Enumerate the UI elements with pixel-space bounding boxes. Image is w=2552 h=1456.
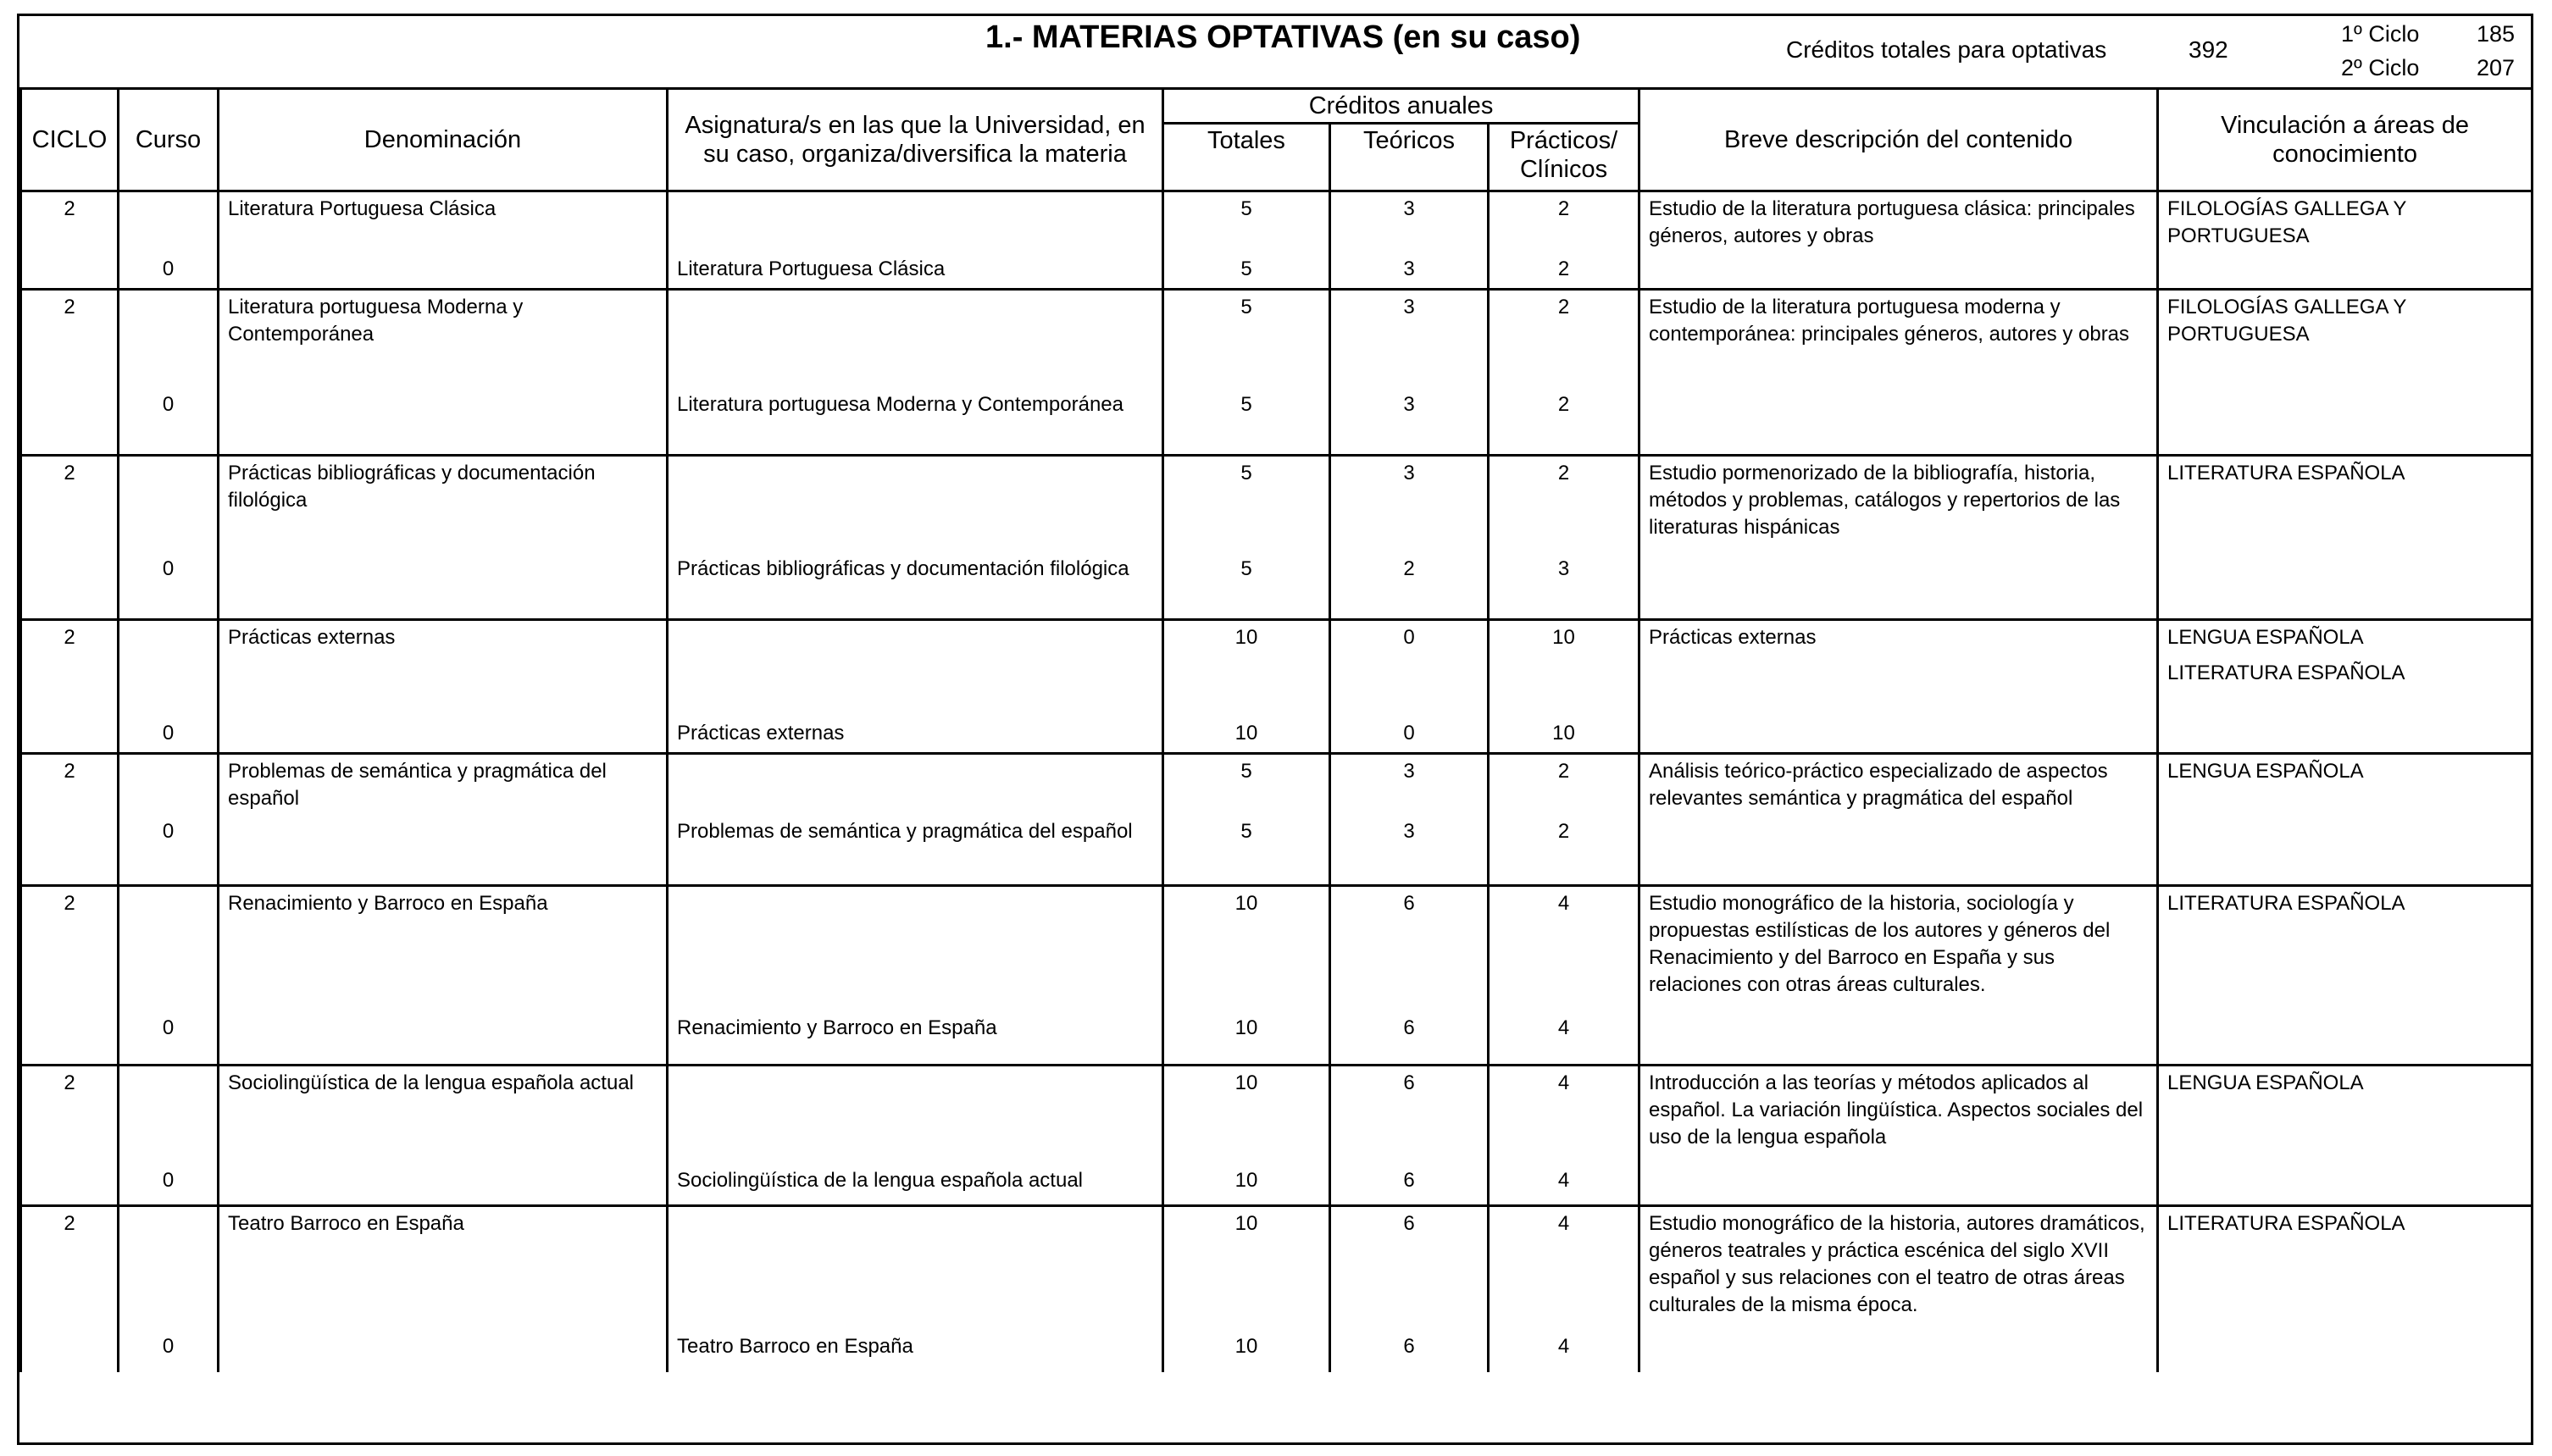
asignatura-cell <box>668 191 1163 256</box>
asignatura-cell: Renacimiento y Barroco en España <box>668 1015 1163 1066</box>
asignatura-cell <box>668 886 1163 1015</box>
practicos-cell: 2 <box>1489 818 1639 886</box>
practicos-cell: 4 <box>1489 1167 1639 1206</box>
asignatura-cell: Literatura Portuguesa Clásica <box>668 256 1163 290</box>
table-row <box>21 1206 2533 1333</box>
practicos-cell: 4 <box>1489 1066 1639 1167</box>
area-cell <box>2158 620 2533 754</box>
teoricos-cell: 3 <box>1330 391 1489 456</box>
teoricos-cell: 6 <box>1330 1015 1489 1066</box>
descripcion-cell: Estudio pormenorizado de la bibliografía, historia, métodos y problemas, catálogos y repertorios de las literaturas hispánicas <box>1639 456 2158 620</box>
ciclo2-value: 207 <box>2477 55 2516 80</box>
teoricos-cell: 3 <box>1330 290 1489 391</box>
optativas-sheet <box>17 14 2533 1445</box>
col-vinculacion: Vinculación a áreas de conocimiento <box>2158 89 2533 191</box>
teoricos-cell: 6 <box>1330 1066 1489 1167</box>
area-cell <box>2158 754 2533 886</box>
totales-cell: 10 <box>1163 1333 1330 1372</box>
ciclo-cell: 2 <box>21 886 119 1015</box>
asignatura-cell <box>668 1206 1163 1333</box>
ciclo1-value: 185 <box>2477 21 2516 47</box>
practicos-cell: 2 <box>1489 456 1639 556</box>
teoricos-cell: 2 <box>1330 556 1489 620</box>
totales-cell: 10 <box>1163 720 1330 754</box>
col-creditos-anuales: Créditos anuales <box>1163 89 1639 124</box>
asignatura-cell: Prácticas externas <box>668 720 1163 754</box>
practicos-cell: 2 <box>1489 391 1639 456</box>
curso-cell: 0 <box>119 1015 219 1066</box>
teoricos-cell: 3 <box>1330 256 1489 290</box>
asignatura-cell <box>668 1066 1163 1167</box>
practicos-cell: 2 <box>1489 191 1639 256</box>
descripcion-cell: Introducción a las teorías y métodos aplicados al español. La variación lingüística. Aspectos sociales del uso de la lengua española <box>1639 1066 2158 1206</box>
ciclo-cell: 2 <box>21 754 119 818</box>
area-item: LITERATURA ESPAÑOLA <box>2167 462 2405 484</box>
practicos-cell: 3 <box>1489 556 1639 620</box>
ciclo-cell: 2 <box>21 1206 119 1333</box>
table-row <box>21 191 2533 256</box>
teoricos-cell: 6 <box>1330 886 1489 1015</box>
area-item: LENGUA ESPAÑOLA <box>2167 760 2364 783</box>
area-cell <box>2158 191 2533 290</box>
ciclo1-label: 1º Ciclo <box>2341 21 2420 47</box>
col-practicos: Prácticos/ Clínicos <box>1489 124 1639 191</box>
ciclo-cell: 2 <box>21 191 119 256</box>
creditos-totales-value: 392 <box>2189 36 2228 63</box>
curso-cell <box>119 1206 219 1333</box>
area-cell <box>2158 1066 2533 1206</box>
ciclo-cell: 2 <box>21 290 119 391</box>
curso-cell: 0 <box>119 1333 219 1372</box>
asignatura-cell <box>668 620 1163 720</box>
descripcion-cell: Estudio de la literatura portuguesa moderna y contemporánea: principales géneros, autores y obras <box>1639 290 2158 456</box>
descripcion-cell: Estudio monográfico de la historia, autores dramáticos, géneros teatrales y práctica escénica del siglo XVII español y sus relaciones con el teatro de otras áreas culturales de la misma época. <box>1639 1206 2158 1372</box>
totales-cell: 10 <box>1163 620 1330 720</box>
sheet-header <box>19 16 2531 90</box>
table-row <box>21 456 2533 556</box>
area-item: LITERATURA ESPAÑOLA <box>2167 1212 2405 1235</box>
curso-cell: 0 <box>119 391 219 456</box>
practicos-cell: 10 <box>1489 620 1639 720</box>
table-row <box>21 886 2533 1015</box>
totales-cell: 5 <box>1163 754 1330 818</box>
curso-cell <box>119 754 219 818</box>
ciclo-cell: 2 <box>21 620 119 720</box>
col-denominacion: Denominación <box>219 89 668 191</box>
ciclo-cell: 2 <box>21 1066 119 1167</box>
curso-cell: 0 <box>119 720 219 754</box>
denominacion-cell: Prácticas bibliográficas y documentación filológica <box>219 456 668 556</box>
ciclo-cell: 2 <box>21 456 119 556</box>
col-ciclo: CICLO <box>21 89 119 191</box>
area-item: LITERATURA ESPAÑOLA <box>2167 892 2405 915</box>
denominacion-cell: Sociolingüística de la lengua española actual <box>219 1066 668 1167</box>
col-asignatura: Asignatura/s en las que la Universidad, en su caso, organiza/diversifica la materia <box>668 89 1163 191</box>
practicos-cell: 2 <box>1489 256 1639 290</box>
col-totales: Totales <box>1163 124 1330 191</box>
curso-cell: 0 <box>119 256 219 290</box>
practicos-cell: 4 <box>1489 1333 1639 1372</box>
asignatura-cell: Problemas de semántica y pragmática del español <box>668 818 1163 886</box>
area-cell <box>2158 290 2533 456</box>
teoricos-cell: 3 <box>1330 191 1489 256</box>
practicos-cell: 4 <box>1489 1015 1639 1066</box>
curso-cell: 0 <box>119 556 219 620</box>
table-row <box>21 620 2533 720</box>
asignatura-cell: Teatro Barroco en España <box>668 1333 1163 1372</box>
creditos-totales-label: Créditos totales para optativas <box>1786 36 2107 63</box>
practicos-cell: 2 <box>1489 290 1639 391</box>
area-item: FILOLOGÍAS GALLEGA Y PORTUGUESA <box>2167 296 2406 346</box>
totales-cell: 5 <box>1163 456 1330 556</box>
area-cell <box>2158 886 2533 1066</box>
denominacion-cell: Literatura portuguesa Moderna y Contemporánea <box>219 290 668 391</box>
curso-cell <box>119 886 219 1015</box>
totales-cell: 10 <box>1163 1015 1330 1066</box>
curso-cell <box>119 290 219 391</box>
denominacion-cell: Prácticas externas <box>219 620 668 720</box>
descripcion-cell: Análisis teórico-práctico especializado de aspectos relevantes semántica y pragmática del español <box>1639 754 2158 886</box>
totales-cell: 10 <box>1163 886 1330 1015</box>
totales-cell: 5 <box>1163 556 1330 620</box>
curso-cell: 0 <box>119 1167 219 1206</box>
descripcion-cell: Estudio de la literatura portuguesa clásica: principales géneros, autores y obras <box>1639 191 2158 290</box>
col-descripcion: Breve descripción del contenido <box>1639 89 2158 191</box>
materias-table <box>19 87 2533 1372</box>
totales-cell: 10 <box>1163 1206 1330 1333</box>
area-item: LITERATURA ESPAÑOLA <box>2167 662 2405 684</box>
practicos-cell: 2 <box>1489 754 1639 818</box>
denominacion-cell: Problemas de semántica y pragmática del español <box>219 754 668 818</box>
teoricos-cell: 6 <box>1330 1206 1489 1333</box>
teoricos-cell: 3 <box>1330 754 1489 818</box>
descripcion-cell: Estudio monográfico de la historia, sociología y propuestas estilísticas de los autores y géneros del Renacimiento y del Barroco en España y sus relaciones con otras áreas culturales. <box>1639 886 2158 1066</box>
area-item: FILOLOGÍAS GALLEGA Y PORTUGUESA <box>2167 197 2406 247</box>
area-item: LENGUA ESPAÑOLA <box>2167 626 2364 649</box>
curso-cell <box>119 620 219 720</box>
asignatura-cell <box>668 754 1163 818</box>
area-item: LENGUA ESPAÑOLA <box>2167 1071 2364 1094</box>
asignatura-cell: Sociolingüística de la lengua española actual <box>668 1167 1163 1206</box>
practicos-cell: 10 <box>1489 720 1639 754</box>
totales-cell: 5 <box>1163 191 1330 256</box>
curso-cell <box>119 456 219 556</box>
table-row <box>21 290 2533 391</box>
denominacion-cell: Renacimiento y Barroco en España <box>219 886 668 1015</box>
curso-cell: 0 <box>119 818 219 886</box>
teoricos-cell: 0 <box>1330 620 1489 720</box>
teoricos-cell: 6 <box>1330 1333 1489 1372</box>
teoricos-cell: 3 <box>1330 818 1489 886</box>
totales-cell: 5 <box>1163 391 1330 456</box>
descripcion-cell: Prácticas externas <box>1639 620 2158 754</box>
curso-cell <box>119 1066 219 1167</box>
table-row <box>21 1066 2533 1167</box>
totales-cell: 5 <box>1163 818 1330 886</box>
area-cell <box>2158 456 2533 620</box>
page-title: 1.- MATERIAS OPTATIVAS (en su caso) <box>985 19 1581 55</box>
area-cell <box>2158 1206 2533 1372</box>
asignatura-cell: Prácticas bibliográficas y documentación filológica <box>668 556 1163 620</box>
asignatura-cell <box>668 290 1163 391</box>
table-row <box>21 754 2533 818</box>
totales-cell: 10 <box>1163 1066 1330 1167</box>
curso-cell <box>119 191 219 256</box>
totales-cell: 5 <box>1163 256 1330 290</box>
teoricos-cell: 3 <box>1330 456 1489 556</box>
practicos-cell: 4 <box>1489 886 1639 1015</box>
col-teoricos: Teóricos <box>1330 124 1489 191</box>
practicos-cell: 4 <box>1489 1206 1639 1333</box>
totales-cell: 10 <box>1163 1167 1330 1206</box>
teoricos-cell: 0 <box>1330 720 1489 754</box>
teoricos-cell: 6 <box>1330 1167 1489 1206</box>
col-curso: Curso <box>119 89 219 191</box>
asignatura-cell: Literatura portuguesa Moderna y Contemporánea <box>668 391 1163 456</box>
totales-cell: 5 <box>1163 290 1330 391</box>
ciclo2-label: 2º Ciclo <box>2341 55 2420 80</box>
asignatura-cell <box>668 456 1163 556</box>
denominacion-cell: Teatro Barroco en España <box>219 1206 668 1333</box>
denominacion-cell: Literatura Portuguesa Clásica <box>219 191 668 256</box>
